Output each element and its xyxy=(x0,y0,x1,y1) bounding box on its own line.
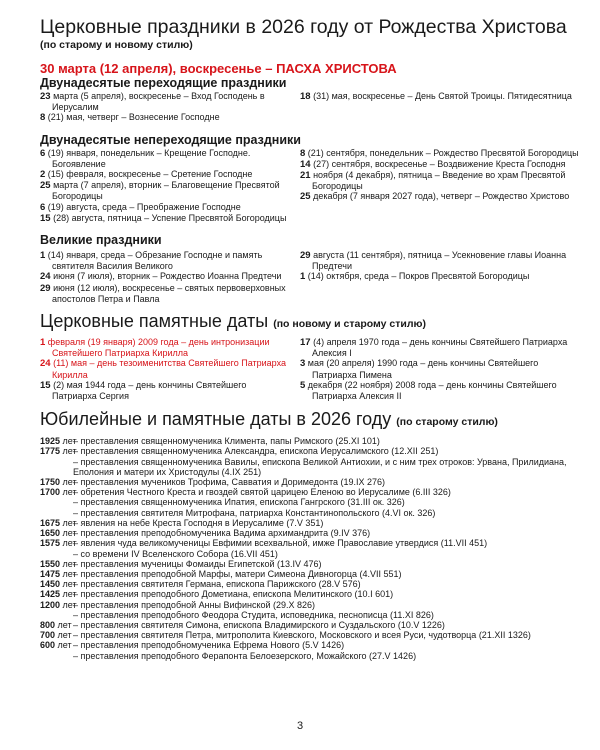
jubilee-year-number: 800 xyxy=(40,619,56,630)
entry-text: (21) мая, четверг – Вознесение Господне xyxy=(45,112,220,123)
list-item xyxy=(300,271,585,282)
jubilee-years xyxy=(40,651,73,661)
jubilee-year-number: 1475 xyxy=(40,568,61,579)
jubilee-text: – явления чуда великомученицы Евфимии всехвальной, имже Православие утвердися (11.VII 451) xyxy=(73,538,488,549)
entry-day-number: 29 xyxy=(40,282,51,294)
entry-day-number: 6 xyxy=(40,201,46,213)
jubilee-years xyxy=(40,538,77,549)
jubilee-row xyxy=(40,610,585,620)
jubilee-text: – преставления преподобной Марфы, матери Симеона Дивногорца (4.VII 551) xyxy=(73,568,402,579)
entry-day-number: 6 xyxy=(40,147,46,159)
entry-text: (14) января, среда – Обрезание Господне и память святителя Василия Великого xyxy=(45,250,263,272)
jubilee-year-number: 1450 xyxy=(40,579,61,590)
list-item xyxy=(40,358,292,379)
jubilee-text: – преставления священномученика Александра, епископа Иерусалимского (12.XII 251) xyxy=(73,446,439,457)
entry-text: марта (7 апреля), вторник – Благовещение Пресвятой Богородицы xyxy=(50,180,280,202)
list-item xyxy=(40,337,292,358)
jubilee-text: – преставления святителя Петра, митрополита Киевского, Московского и всея Руси, чудотворца (21.XII 1326) xyxy=(73,630,531,641)
jubilee-year-number: 1550 xyxy=(40,558,61,569)
entry-day-number: 18 xyxy=(300,91,311,102)
jubilee-years-word: лет xyxy=(60,579,77,590)
list-item xyxy=(300,250,585,271)
movable-right-column xyxy=(300,91,585,124)
jubilee-row xyxy=(40,600,585,610)
page-title: Церковные праздники в 2026 году от Рождества Христова xyxy=(40,16,567,38)
jubilee-years-word: лет xyxy=(60,568,77,579)
jubilee-years xyxy=(40,620,73,630)
jubilee-year-number: 1575 xyxy=(40,538,61,549)
section-heading-great: Великие праздники xyxy=(40,233,162,248)
jubilee-text: – преставления преподобного Феодора Студита, исповедника, песнописца (11.XI 826) xyxy=(73,609,434,620)
jubilee-years xyxy=(40,528,77,539)
page-subtitle: (по старому и новому стилю) xyxy=(40,39,193,51)
easter-date: 30 марта (12 апреля), воскресенье – ПАСХА ХРИСТОВА xyxy=(40,61,397,76)
list-item xyxy=(40,283,292,304)
entry-day-number: 14 xyxy=(300,158,311,170)
jubilee-text: – преставления святителя Германа, епископа Парижского (28.V 576) xyxy=(73,579,361,590)
list-item xyxy=(40,202,292,213)
memorial-heading-text: Церковные памятные даты xyxy=(40,311,269,332)
jubilee-row xyxy=(40,651,585,661)
entry-day-number: 29 xyxy=(300,250,311,262)
great-left-column xyxy=(40,250,300,304)
jubilee-years-word: лет xyxy=(55,640,72,651)
fixed-feasts xyxy=(40,148,585,224)
entry-text: июня (12 июля), воскресенье – святых первоверховных апостолов Петра и Павла xyxy=(50,282,286,304)
jubilee-text: – преставления преподобного Дометиана, епископа Мелитинского (10.I 601) xyxy=(73,589,394,600)
jubilee-years xyxy=(40,558,77,569)
jubilee-years-word: лет xyxy=(60,446,77,457)
jubilee-years xyxy=(40,446,77,457)
entry-text: февраля (19 января) 2009 года – день интронизации Святейшего Патриарха Кирилла xyxy=(45,337,270,359)
entry-text: (21) сентября, понедельник – Рождество Пресвятой Богородицы xyxy=(305,147,579,158)
entry-text: (31) мая, воскресенье – День Святой Троицы. Пятидесятница xyxy=(310,91,572,101)
jubilee-years-word: лет xyxy=(55,619,72,630)
jubilee-text: – преставления священномученика Климента, папы Римского (25.XI 101) xyxy=(73,436,380,447)
jubilee-row xyxy=(40,538,585,548)
document-page xyxy=(40,16,585,661)
fixed-right-column xyxy=(300,148,585,224)
entry-text: (15) февраля, воскресенье – Сретение Господне xyxy=(45,169,253,180)
jubilee-text: – преставления святителя Митрофана, патриарха Константинопольского (4.VI ок. 326) xyxy=(73,507,436,518)
movable-left-column xyxy=(40,91,300,124)
entry-day-number: 15 xyxy=(40,212,51,224)
list-item xyxy=(40,169,292,180)
jubilee-years-word: лет xyxy=(60,477,77,488)
jubilee-years xyxy=(40,549,73,559)
jubilee-row xyxy=(40,508,585,518)
jubilee-text: – обретения Честного Креста и гвоздей святой царицею Еленою во Иерусалиме (6.III 326) xyxy=(73,487,451,498)
entry-text: (27) сентября, воскресенье – Воздвижение Креста Господня xyxy=(310,158,566,169)
entry-text: июня (7 июля), вторник – Рождество Иоанна Предтечи xyxy=(50,271,282,282)
entry-text: ноября (4 декабря), пятница – Введение во храм Пресвятой Богородицы xyxy=(310,170,566,192)
entry-day-number: 25 xyxy=(300,191,311,203)
section-heading-jubilee xyxy=(40,409,585,433)
jubilee-row xyxy=(40,559,585,569)
jubilee-years xyxy=(40,599,77,610)
jubilee-year-number: 1200 xyxy=(40,599,61,610)
jubilee-text: – преставления преподобной Анны Вифинской (29.X 826) xyxy=(73,599,316,610)
entry-day-number: 24 xyxy=(40,271,51,283)
jubilee-year-number: 1675 xyxy=(40,517,61,528)
page-number: 3 xyxy=(296,720,304,732)
jubilee-years-word: лет xyxy=(60,436,77,447)
list-item xyxy=(300,159,585,170)
jubilee-years xyxy=(40,508,73,518)
entry-text: (11) мая – день тезоименитства Святейшего Патриарха Кирилла xyxy=(50,358,286,380)
jubilee-years xyxy=(40,517,77,528)
jubilee-year-number: 1925 xyxy=(40,436,61,447)
entry-day-number: 25 xyxy=(40,180,51,192)
jubilee-heading-note: (по старому стилю) xyxy=(396,416,498,429)
movable-feasts xyxy=(40,91,585,124)
jubilee-text: – преставления преподобномученика Ефрема Нового (5.V 1426) xyxy=(73,640,345,651)
jubilee-heading-text: Юбилейные и памятные даты в 2026 году xyxy=(40,409,392,430)
jubilee-row xyxy=(40,477,585,487)
jubilee-years-word: лет xyxy=(60,599,77,610)
jubilee-years-word: лет xyxy=(60,538,77,549)
jubilee-years xyxy=(40,610,73,620)
list-item xyxy=(40,271,292,282)
jubilee-years xyxy=(40,457,73,477)
jubilee-years xyxy=(40,640,73,650)
jubilee-list xyxy=(40,436,585,660)
jubilee-row xyxy=(40,457,585,477)
entry-day-number: 1 xyxy=(40,250,46,262)
jubilee-years-word: лет xyxy=(60,558,77,569)
entry-day-number: 5 xyxy=(300,379,306,391)
memorial-heading-note: (по новому и старому стилю) xyxy=(273,318,426,331)
jubilee-year-number: 1425 xyxy=(40,589,61,600)
jubilee-row xyxy=(40,528,585,538)
jubilee-years xyxy=(40,477,77,488)
entry-day-number: 8 xyxy=(300,147,306,159)
jubilee-years-word: лет xyxy=(55,630,72,641)
jubilee-row xyxy=(40,436,585,446)
jubilee-years xyxy=(40,579,77,590)
section-heading-movable: Двунадесятые переходящие праздники xyxy=(40,76,287,90)
jubilee-row xyxy=(40,446,585,456)
jubilee-row xyxy=(40,589,585,599)
jubilee-year-number: 1700 xyxy=(40,487,61,498)
section-heading-fixed: Двунадесятые непереходящие праздники xyxy=(40,132,301,147)
entry-text: (19) января, понедельник – Крещение Господне. Богоявление xyxy=(45,147,251,169)
jubilee-text: – преставления преподобного Ферапонта Белоезерского, Можайского (27.V 1426) xyxy=(73,650,417,661)
jubilee-text: – преставления святителя Симона, епископа Владимирского и Суздальского (10.V 1226) xyxy=(73,619,445,630)
jubilee-years xyxy=(40,497,73,507)
entry-day-number: 23 xyxy=(40,91,51,102)
jubilee-row xyxy=(40,518,585,528)
jubilee-years xyxy=(40,589,77,600)
jubilee-text: – преставления священномученика Вавилы, епископа Великой Антиохии, и с ним трех отроков: Урвана, Прилидиана, Еполония и матери их Христодулы (4.IX 251) xyxy=(73,456,567,477)
jubilee-row xyxy=(40,549,585,559)
list-item xyxy=(300,148,585,159)
jubilee-year-number: 1750 xyxy=(40,477,61,488)
jubilee-text: – преставления священномученика Ипатия, епископа Гангрского (31.III ок. 326) xyxy=(73,497,405,508)
jubilee-row xyxy=(40,640,585,650)
list-item xyxy=(300,170,585,191)
entry-day-number: 1 xyxy=(40,337,46,349)
jubilee-row xyxy=(40,630,585,640)
section-heading-memorial xyxy=(40,311,585,335)
jubilee-row xyxy=(40,487,585,497)
entry-text: (14) октября, среда – Покров Пресвятой Богородицы xyxy=(305,271,530,282)
entry-text: (2) мая 1944 года – день кончины Святейшего Патриарха Сергия xyxy=(50,379,247,402)
list-item xyxy=(300,191,585,202)
entry-day-number: 24 xyxy=(40,358,51,370)
jubilee-text: – явления на небе Креста Господня в Иерусалиме (7.V 351) xyxy=(73,517,324,528)
entry-text: августа (11 сентября), пятница – Усекновение главы Иоанна Предтечи xyxy=(310,250,567,272)
list-item xyxy=(40,213,292,224)
jubilee-text: – преставления преподобномученика Вадима архимандрита (9.IV 376) xyxy=(73,528,371,539)
jubilee-years xyxy=(40,487,77,498)
jubilee-years xyxy=(40,436,77,447)
entry-text: декабря (7 января 2027 года), четверг – Рождество Христово xyxy=(310,191,570,202)
jubilee-row xyxy=(40,497,585,507)
jubilee-years-word: лет xyxy=(60,517,77,528)
memorial-left-column xyxy=(40,337,300,401)
jubilee-row xyxy=(40,569,585,579)
entry-text: декабря (22 ноября) 2008 года – день кончины Святейшего Патриарха Алексия II xyxy=(305,379,557,402)
jubilee-year-number: 1650 xyxy=(40,528,61,539)
jubilee-year-number: 600 xyxy=(40,640,56,651)
entry-day-number: 8 xyxy=(40,112,46,124)
list-item xyxy=(40,112,292,123)
list-item xyxy=(300,91,585,102)
jubilee-years xyxy=(40,568,77,579)
fixed-left-column xyxy=(40,148,300,224)
entry-text: марта (5 апреля), воскресенье – Вход Господень в Иерусалим xyxy=(50,91,265,113)
great-feasts xyxy=(40,250,585,304)
entry-text: (4) апреля 1970 года – день кончины Святейшего Патриарха Алексия I xyxy=(310,337,568,359)
list-item xyxy=(300,358,585,379)
entry-day-number: 17 xyxy=(300,337,311,349)
list-item xyxy=(300,380,585,401)
jubilee-text: – преставления мучеников Трофима, Савватия и Доримедонта (19.IX 276) xyxy=(73,477,385,488)
jubilee-text: – преставления мученицы Фомаиды Египетской (13.IV 476) xyxy=(73,558,322,569)
entry-day-number: 21 xyxy=(300,170,311,182)
entry-day-number: 2 xyxy=(40,169,46,181)
jubilee-year-number: 1775 xyxy=(40,446,61,457)
list-item xyxy=(40,250,292,271)
memorial-dates xyxy=(40,337,585,401)
jubilee-year-number: 700 xyxy=(40,630,56,641)
jubilee-years-word: лет xyxy=(60,589,77,600)
list-item xyxy=(40,148,292,169)
great-right-column xyxy=(300,250,585,304)
list-item xyxy=(40,180,292,201)
entry-text: (19) августа, среда – Преображение Господне xyxy=(45,201,241,212)
jubilee-text: – со времени IV Вселенского Собора (16.VII 451) xyxy=(73,548,278,559)
memorial-right-column xyxy=(300,337,585,401)
jubilee-years xyxy=(40,630,73,640)
entry-day-number: 3 xyxy=(300,358,306,370)
entry-day-number: 15 xyxy=(40,379,51,391)
entry-text: мая (20 апреля) 1990 года – день кончины Святейшего Патриарха Пимена xyxy=(305,358,539,380)
list-item xyxy=(300,337,585,358)
list-item xyxy=(40,380,292,401)
entry-text: (28) августа, пятница – Успение Пресвятой Богородицы xyxy=(50,212,287,223)
list-item xyxy=(40,91,292,112)
jubilee-years-word: лет xyxy=(60,528,77,539)
entry-day-number: 1 xyxy=(300,271,306,283)
jubilee-years-word: лет xyxy=(60,487,77,498)
jubilee-row xyxy=(40,620,585,630)
jubilee-row xyxy=(40,579,585,589)
